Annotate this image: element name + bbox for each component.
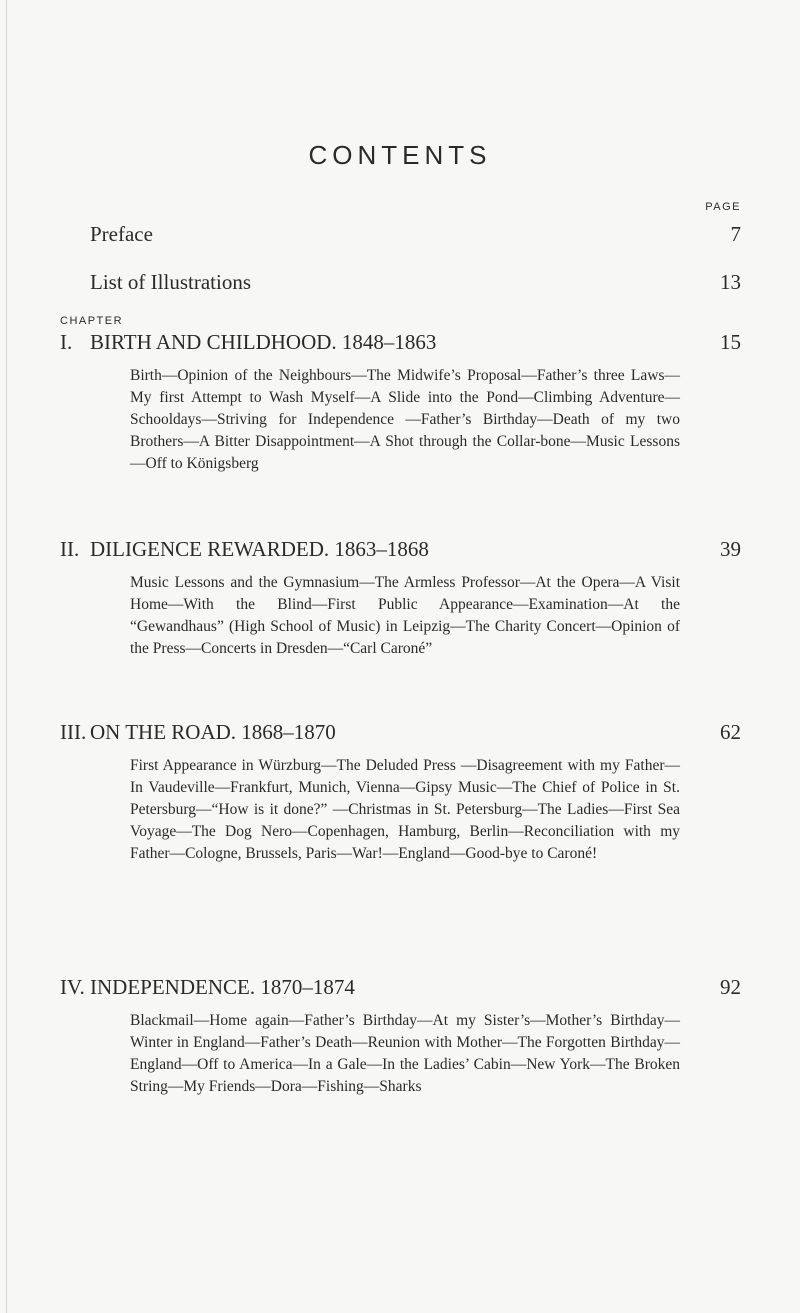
chapter-heading xyxy=(60,330,741,355)
chapter-heading xyxy=(60,720,741,745)
chapter-description: First Appearance in Würzburg—The Deluded Press —Disagreement with my Father—In Vaudeville—Frankfurt, Munich, Vienna—Gipsy Music—The Chief of Police in St. Petersburg—“How is it done?” —Christmas in St. Petersburg—The Ladies—First Sea Voyage—The Dog Nero—Copenhagen, Hamburg, Berlin—Reconciliation with my Father—Cologne, Brussels, Paris—War!—England—Good-bye to Caroné! xyxy=(130,757,680,862)
chapter-title: INDEPENDENCE. 1870–1874 xyxy=(90,975,355,999)
chapter-title: DILIGENCE REWARDED. 1863–1868 xyxy=(90,537,429,561)
chapter-number: IV. xyxy=(60,975,85,999)
entry-page: 13 xyxy=(720,270,741,294)
chapter-number: I. xyxy=(60,330,73,354)
toc-entry-preface xyxy=(90,222,741,247)
chapter-description: Music Lessons and the Gymnasium—The Armless Professor—At the Opera—A Visit Home—With the Blind—First Public Appearance—Examination—At the “Gewandhaus” (High School of Music) in Leipzig—The Charity Concert—Opinion of the Press—Concerts in Dresden—“Carl Caroné” xyxy=(130,574,680,657)
chapter-entry-2 xyxy=(60,537,741,660)
entry-title: List of Illustrations xyxy=(90,270,251,294)
entry-title: Preface xyxy=(90,222,153,246)
chapter-description: Birth—Opinion of the Neighbours—The Midwife’s Proposal—Father’s three Laws—My first Attempt to Wash Myself—A Slide into the Pond—Climbing Adventure—Schooldays—Striving for Independence —Father’s Birthday—Death of my two Brothers—A Bitter Disappointment—A Shot through the Collar-bone—Music Lessons—Off to Königsberg xyxy=(130,367,680,472)
entry-page: 7 xyxy=(730,222,741,246)
chapter-page: 15 xyxy=(720,330,741,354)
page-column-label: PAGE xyxy=(705,201,741,213)
chapter-heading xyxy=(60,537,741,562)
chapter-number: III. xyxy=(60,720,87,744)
chapter-description: Blackmail—Home again—Father’s Birthday—At my Sister’s—Mother’s Birthday—Winter in England—Father’s Death—Reunion with Mother—The Forgotten Birthday—England—Off to America—In a Gale—In the Ladies’ Cabin—New York—The Broken String—My Friends—Dora—Fishing—Sharks xyxy=(130,1012,680,1095)
toc-entry-list-of-illustrations xyxy=(90,270,741,295)
chapter-page: 92 xyxy=(720,975,741,999)
chapter-page: 62 xyxy=(720,720,741,744)
chapter-entry-3 xyxy=(60,720,741,865)
chapter-entry-4 xyxy=(60,975,741,1098)
chapter-title: BIRTH AND CHILDHOOD. 1848–1863 xyxy=(90,330,437,354)
chapter-number: II. xyxy=(60,537,80,561)
chapter-entry-1 xyxy=(60,330,741,475)
chapter-page: 39 xyxy=(720,537,741,561)
page-title: CONTENTS xyxy=(308,140,492,170)
page-edge xyxy=(6,0,7,1313)
chapter-column-label: CHAPTER xyxy=(60,315,124,327)
chapter-title: ON THE ROAD. 1868–1870 xyxy=(90,720,336,744)
chapter-heading xyxy=(60,975,741,1000)
